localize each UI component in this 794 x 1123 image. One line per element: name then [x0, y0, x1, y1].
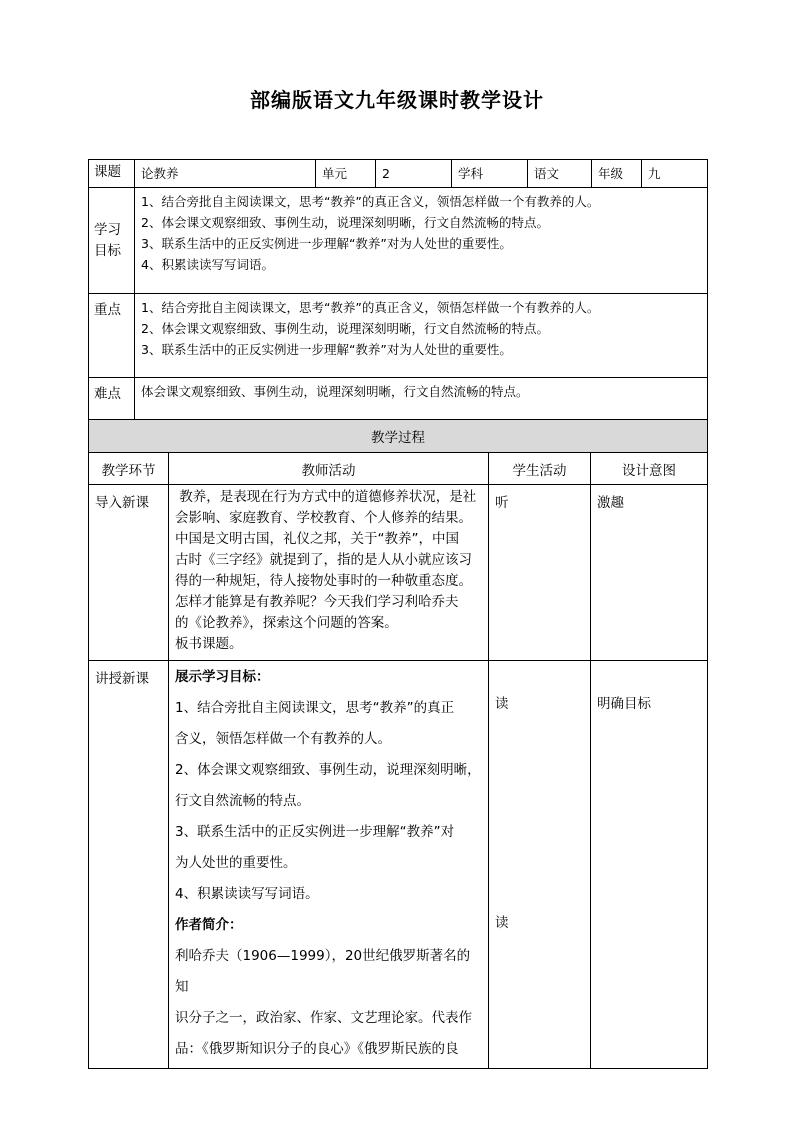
- key-points-label: 重点: [89, 294, 135, 378]
- header-student-activity: 学生活动: [489, 453, 591, 485]
- topic-value: 论教养: [135, 160, 316, 188]
- intro-line: 教养，是表现在行为方式中的道德修养状况，是社: [175, 489, 477, 505]
- lecture-design-intent: [591, 661, 708, 1069]
- key-point-item: 3、联系生活中的正反实例进一步理解“教养”对为人处世的重要性。: [141, 342, 512, 357]
- objective-item: 3、联系生活中的正反实例进一步理解“教养”对为人处世的重要性。: [141, 236, 512, 251]
- goal-line: 行文自然流畅的特点。: [175, 793, 310, 809]
- lecture-intent-text: 明确目标: [597, 696, 651, 712]
- author-line: 品：《俄罗斯知识分子的良心》《俄罗斯民族的良: [175, 1041, 459, 1057]
- intro-line: 板书课题。: [175, 636, 243, 652]
- grade-label: 年级: [592, 160, 642, 188]
- lecture-student-activity: [489, 661, 591, 1069]
- objectives-label-line-2: 目标: [94, 242, 121, 259]
- intro-design-intent: 激趣: [591, 485, 708, 661]
- author-heading: 作者简介：: [175, 917, 243, 933]
- intro-line: 的《论教养》，探索这个问题的答案。: [175, 615, 398, 631]
- objectives-label: [89, 188, 135, 294]
- goal-line: 2、体会课文观察细致、事例生动，说理深刻明晰，: [175, 762, 481, 778]
- difficulty-label: 难点: [89, 378, 135, 420]
- process-title: 教学过程: [89, 420, 708, 453]
- key-points-content: [135, 294, 708, 378]
- objective-item: 1、结合旁批自主阅读课文，思考“教养”的真正含义，领悟怎样做一个有教养的人。: [141, 194, 600, 209]
- goal-line: 为人处世的重要性。: [175, 855, 297, 871]
- difficulty-content: 体会课文观察细致、事例生动，说理深刻明晰，行文自然流畅的特点。: [135, 378, 708, 420]
- author-line: 识分子之一，政治家、作家、文艺理论家。代表作: [175, 1010, 472, 1026]
- goal-line: 含义，领悟怎样做一个有教养的人。: [175, 731, 391, 747]
- subject-label: 学科: [452, 160, 528, 188]
- goal-line: 1、结合旁批自主阅读课文，思考“教养”的真正: [175, 700, 455, 716]
- objective-item: 4、积累读读写写词语。: [141, 257, 274, 272]
- lecture-student-read-1: 读: [495, 696, 509, 712]
- intro-student-activity: 听: [489, 485, 591, 661]
- unit-label: 单元: [316, 160, 376, 188]
- intro-teacher-activity: [169, 485, 489, 661]
- header-design-intent: 设计意图: [591, 453, 708, 485]
- goal-line: 4、积累读读写写词语。: [175, 886, 319, 902]
- page-title: 部编版语文九年级课时教学设计: [250, 88, 544, 112]
- subject-value: 语文: [528, 160, 592, 188]
- intro-line: 中国是文明古国，礼仪之邦，关于“教养”，中国: [175, 531, 459, 547]
- unit-value: 2: [376, 160, 452, 188]
- key-point-item: 1、结合旁批自主阅读课文，思考“教养”的真正含义，领悟怎样做一个有教养的人。: [141, 300, 600, 315]
- lecture-student-read-2: 读: [495, 915, 509, 931]
- objectives-content: [135, 188, 708, 294]
- key-point-item: 2、体会课文观察细致、事例生动，说理深刻明晰，行文自然流畅的特点。: [141, 321, 549, 336]
- teaching-process-table: [88, 419, 708, 1069]
- lecture-teacher-activity: [169, 661, 489, 1069]
- goals-heading: 展示学习目标：: [175, 669, 270, 685]
- intro-stage: 导入新课: [89, 485, 169, 661]
- objective-item: 2、体会课文观察细致、事例生动，说理深刻明晰，行文自然流畅的特点。: [141, 215, 549, 230]
- goal-line: 3、联系生活中的正反实例进一步理解“教养”对: [175, 824, 455, 840]
- lecture-stage: 讲授新课: [89, 661, 169, 1069]
- header-stage: 教学环节: [89, 453, 169, 485]
- course-info-table: [88, 159, 708, 420]
- intro-line: 怎样才能算是有教养呢？今天我们学习利哈乔夫: [175, 594, 459, 610]
- topic-label: 课题: [89, 160, 135, 188]
- header-teacher-activity: 教师活动: [169, 453, 489, 485]
- objectives-label-line-1: 学习: [94, 221, 121, 238]
- intro-line: 古时《三字经》就提到了，指的是人从小就应该习: [175, 552, 472, 568]
- author-line: 利哈乔夫（1906—1999），20世纪俄罗斯著名的知: [175, 948, 471, 995]
- intro-line: 得的一种规矩，待人接物处事时的一种敬重态度。: [175, 573, 472, 589]
- intro-line: 会影响、家庭教育、学校教育、个人修养的结果。: [175, 510, 472, 526]
- grade-value: 九: [642, 160, 708, 188]
